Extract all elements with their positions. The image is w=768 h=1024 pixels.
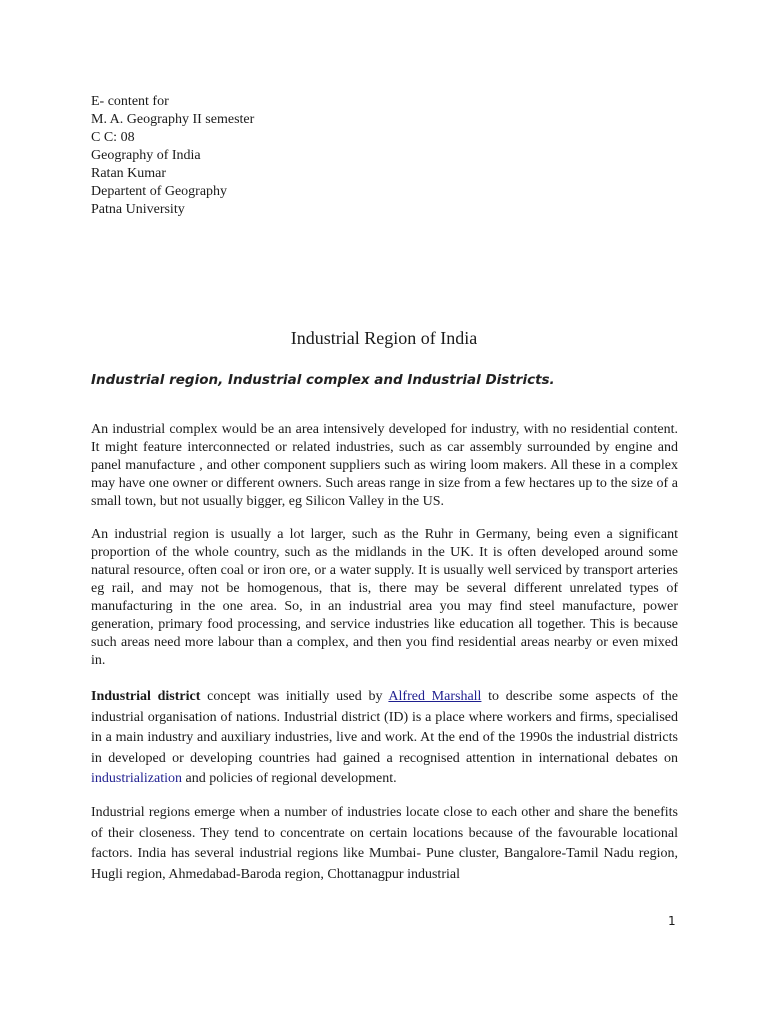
header-line-course: M. A. Geography II semester [91, 112, 255, 127]
paragraph-industrial-district [91, 687, 678, 790]
paragraph-industrial-region: An industrial region is usually a lot larger, such as the Ruhr in Germany, being even a significant proportion of the whole country, such as the midlands in the UK. It is often developed around some natural resource, often coal or iron ore, or a water supply. It is usually well serviced by transport arteries eg rail, and may not be homogenous, that is, there may be several different unrelated types of manufacturing in the one area. So, in an industrial area you may find steel manufacture, power generation, primary food processing, and service industries like education all together. This is because such areas need more labour than a complex, and then you find residential areas nearby or even mixed in. [91, 527, 678, 668]
document-subtitle: Industrial region, Industrial complex and Industrial Districts. [91, 372, 555, 388]
link-industrialization[interactable]: industrialization [91, 771, 182, 786]
paragraph-3-text-b: to describe some aspects of the industrial organisation of nations. Industrial district (ID) is a place where workers and firms, specialised in a main industry and auxiliary industries, live and work. At the end of the 1990s the industrial districts in developed or developing countries had gained a recognised attention in international debates on [91, 689, 679, 766]
paragraph-3-text-a: concept was initially used by [200, 689, 389, 704]
paragraph-industrial-complex: An industrial complex would be an area intensively developed for industry, with no residential content. It might feature interconnected or related industries, such as car assembly surrounded by engine and panel manufacture , and other component suppliers such as wiring loom makers. All these in a complex may have one owner or different owners. Such areas range in size from a few hectares up to the size of a small town, but not usually bigger, eg Silicon Valley in the US. [91, 422, 678, 509]
header-line-university: Patna University [91, 202, 185, 217]
paragraph-industrial-regions-india: Industrial regions emerge when a number of industries locate close to each other and share the benefits of their closeness. They tend to concentrate on certain locations because of the favourable locational factors. India has several industrial regions like Mumbai- Pune cluster, Bangalore-Tamil Nadu region, Hugli region, Ahmedabad-Baroda region, Chottanagpur industrial [91, 805, 678, 882]
header-line-course-code: C C: 08 [91, 130, 135, 145]
header-line-subject: Geography of India [91, 148, 201, 163]
document-header [91, 93, 254, 219]
paragraph-3-text-c: and policies of regional development. [181, 771, 397, 786]
page-number: 1 [668, 914, 676, 928]
header-line-content-for: E- content for [91, 94, 169, 109]
link-alfred-marshall[interactable]: Alfred Marshall [388, 689, 482, 704]
term-industrial-district: Industrial district [91, 689, 201, 704]
document-title: Industrial Region of India [290, 328, 478, 348]
header-line-author: Ratan Kumar [91, 166, 167, 181]
header-line-department: Departent of Geography [91, 184, 228, 199]
